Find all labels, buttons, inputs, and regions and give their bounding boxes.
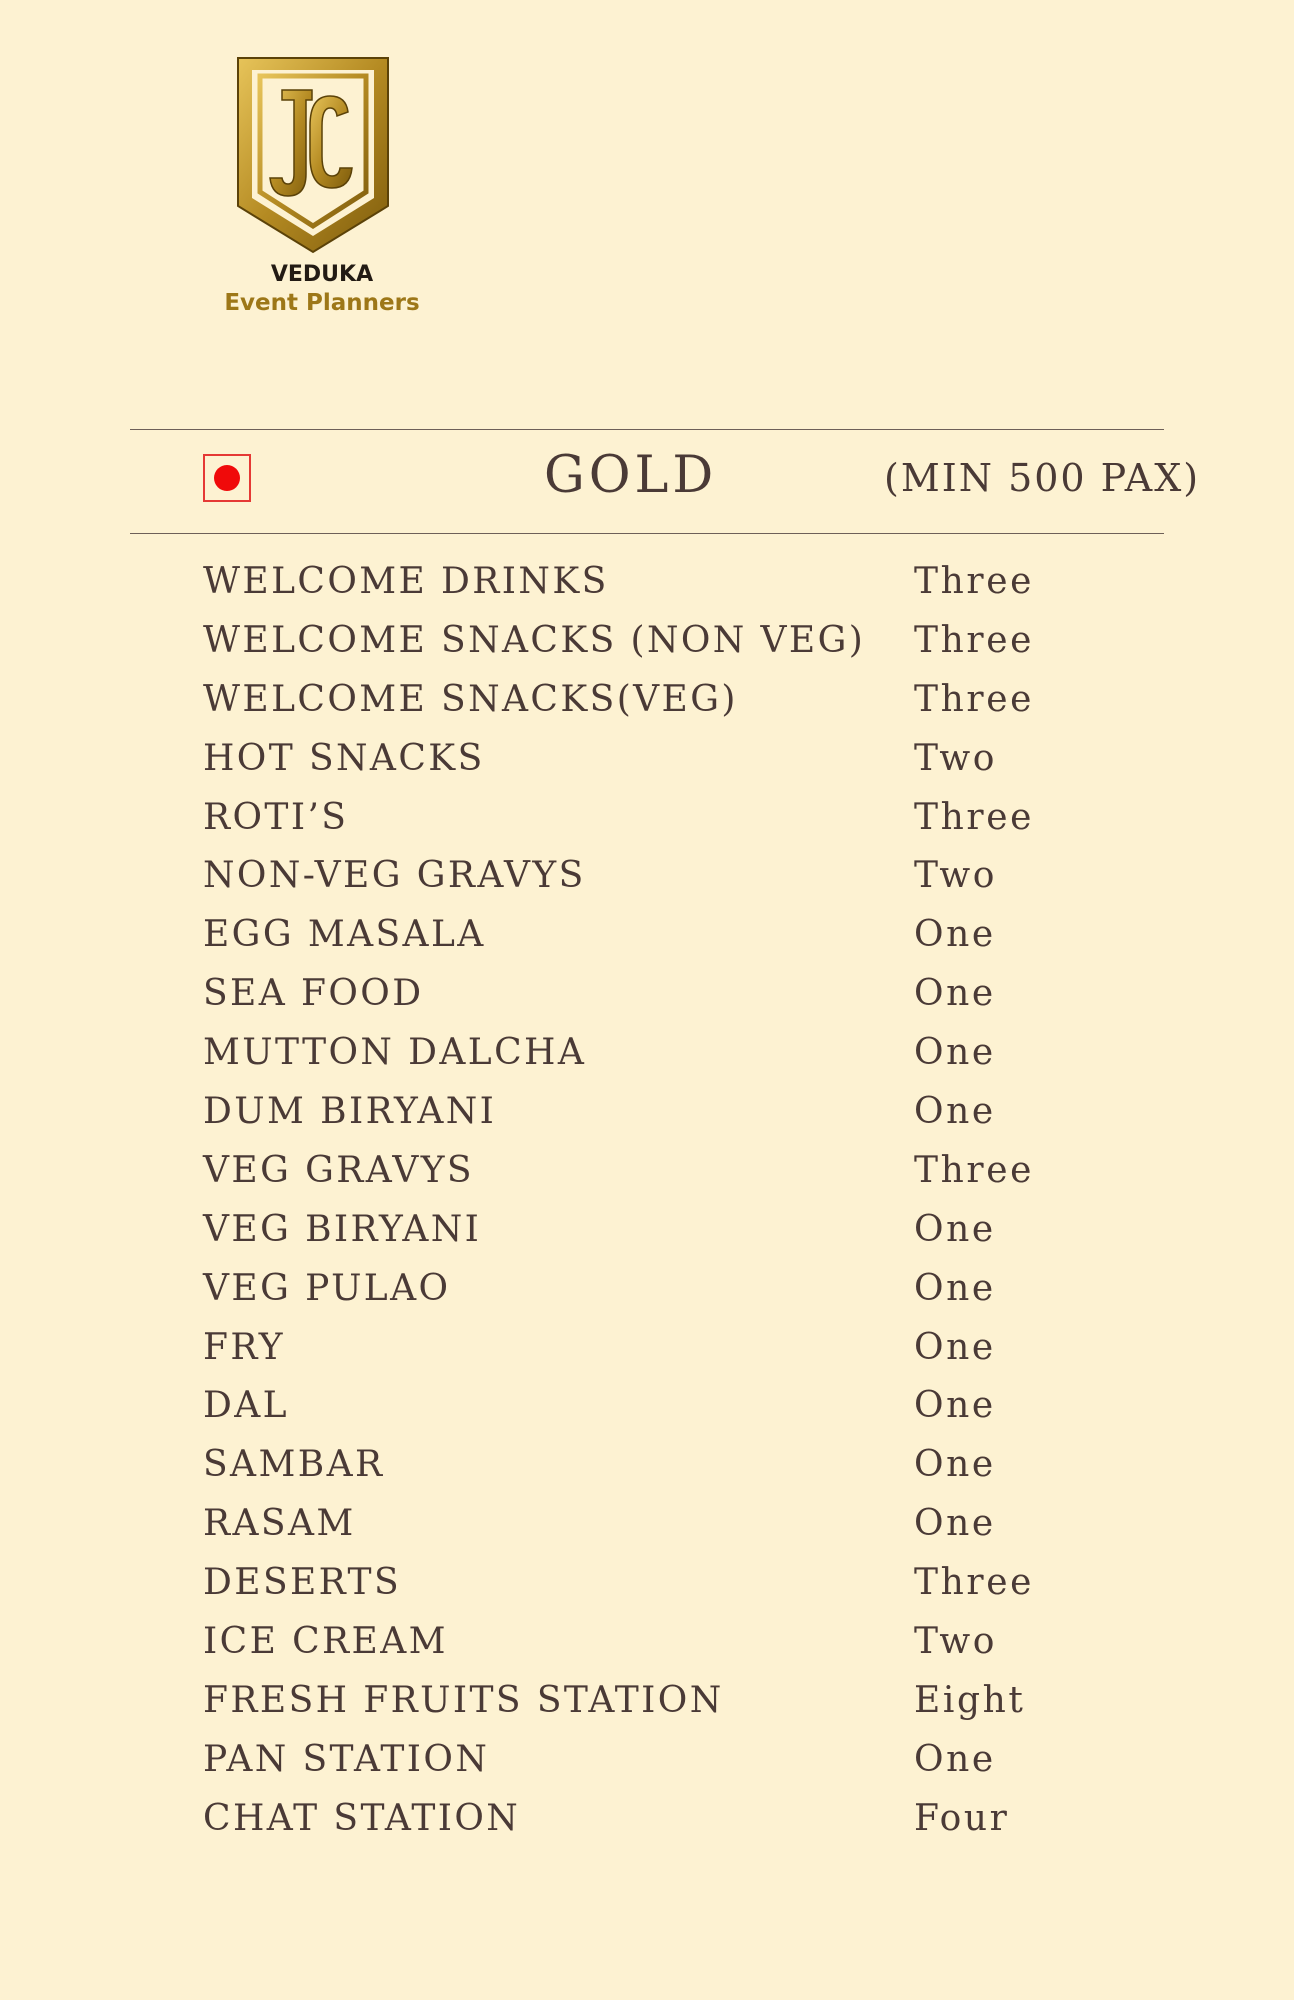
menu-item-name: WELCOME SNACKS(VEG) — [203, 678, 738, 720]
header-top-divider — [130, 429, 1164, 430]
menu-item-name: FRY — [203, 1326, 285, 1368]
menu-item-quantity: One — [914, 1267, 996, 1309]
menu-item-name: FRESH FRUITS STATION — [203, 1679, 724, 1721]
header-bottom-divider — [130, 533, 1164, 534]
menu-item-name: CHAT STATION — [203, 1797, 521, 1839]
menu-item-name: SAMBAR — [203, 1444, 385, 1486]
menu-item-quantity: One — [914, 1091, 996, 1133]
menu-row — [203, 1380, 1103, 1439]
menu-row — [203, 1793, 1103, 1852]
menu-item-quantity: Two — [914, 855, 998, 897]
menu-item-quantity: Three — [914, 619, 1035, 661]
menu-row — [203, 733, 1103, 792]
menu-list — [203, 556, 1103, 1852]
non-veg-dot — [214, 465, 240, 491]
menu-row — [203, 1086, 1103, 1145]
menu-item-name: PAN STATION — [203, 1738, 490, 1780]
menu-item-name: RASAM — [203, 1503, 356, 1545]
menu-row — [203, 1616, 1103, 1675]
menu-item-name: WELCOME SNACKS (NON VEG) — [203, 619, 866, 661]
menu-row — [203, 1027, 1103, 1086]
menu-item-name: WELCOME DRINKS — [203, 561, 609, 602]
package-min-pax: (MIN 500 PAX) — [884, 456, 1201, 500]
menu-item-quantity: Two — [914, 1621, 998, 1663]
menu-item-name: HOT SNACKS — [203, 737, 485, 779]
menu-item-quantity: One — [914, 1503, 996, 1545]
brand-tagline: Event Planners — [224, 290, 420, 316]
menu-row — [203, 1145, 1103, 1204]
menu-item-quantity: Three — [914, 1562, 1035, 1604]
menu-row — [203, 1439, 1103, 1498]
menu-item-name: SEA FOOD — [203, 973, 424, 1015]
menu-item-name: ICE CREAM — [203, 1621, 448, 1663]
menu-item-name: EGG MASALA — [203, 914, 486, 956]
menu-item-quantity: Two — [914, 737, 998, 779]
menu-row — [203, 1204, 1103, 1263]
menu-row — [203, 1322, 1103, 1381]
menu-row — [203, 556, 1103, 615]
menu-item-quantity: Three — [914, 1149, 1035, 1191]
menu-item-quantity: One — [914, 1326, 996, 1368]
menu-item-quantity: One — [914, 914, 996, 956]
menu-row — [203, 1498, 1103, 1557]
menu-item-quantity: Eight — [914, 1679, 1026, 1721]
menu-item-name: VEG PULAO — [203, 1267, 451, 1309]
menu-row — [203, 1734, 1103, 1793]
menu-item-name: DAL — [203, 1385, 289, 1427]
menu-item-name: DESERTS — [203, 1562, 402, 1604]
menu-row — [203, 1557, 1103, 1616]
menu-row — [203, 615, 1103, 674]
menu-item-quantity: Three — [914, 796, 1035, 838]
menu-item-quantity: One — [914, 973, 996, 1015]
menu-row — [203, 1263, 1103, 1322]
shield-monogram-icon — [236, 56, 396, 256]
menu-item-quantity: One — [914, 1738, 996, 1780]
menu-item-quantity: One — [914, 1208, 996, 1250]
menu-item-quantity: Three — [914, 561, 1035, 602]
menu-item-name: VEG GRAVYS — [203, 1149, 474, 1191]
menu-row — [203, 850, 1103, 909]
menu-item-name: NON-VEG GRAVYS — [203, 855, 586, 897]
brand-name: VEDUKA — [270, 262, 374, 287]
menu-row — [203, 1675, 1103, 1734]
menu-row — [203, 792, 1103, 851]
menu-item-quantity: Four — [914, 1797, 1010, 1839]
menu-row — [203, 674, 1103, 733]
menu-item-name: VEG BIRYANI — [203, 1208, 482, 1250]
menu-item-name: ROTI’S — [203, 796, 349, 838]
brand-logo — [222, 56, 422, 326]
menu-row — [203, 909, 1103, 968]
menu-item-quantity: One — [914, 1444, 996, 1486]
menu-item-name: MUTTON DALCHA — [203, 1032, 587, 1074]
menu-item-name: DUM BIRYANI — [203, 1091, 497, 1133]
menu-row — [203, 968, 1103, 1027]
menu-item-quantity: One — [914, 1032, 996, 1074]
non-veg-symbol-icon — [203, 454, 251, 502]
package-title: GOLD — [544, 446, 718, 505]
menu-item-quantity: Three — [914, 678, 1035, 720]
menu-item-quantity: One — [914, 1385, 996, 1427]
